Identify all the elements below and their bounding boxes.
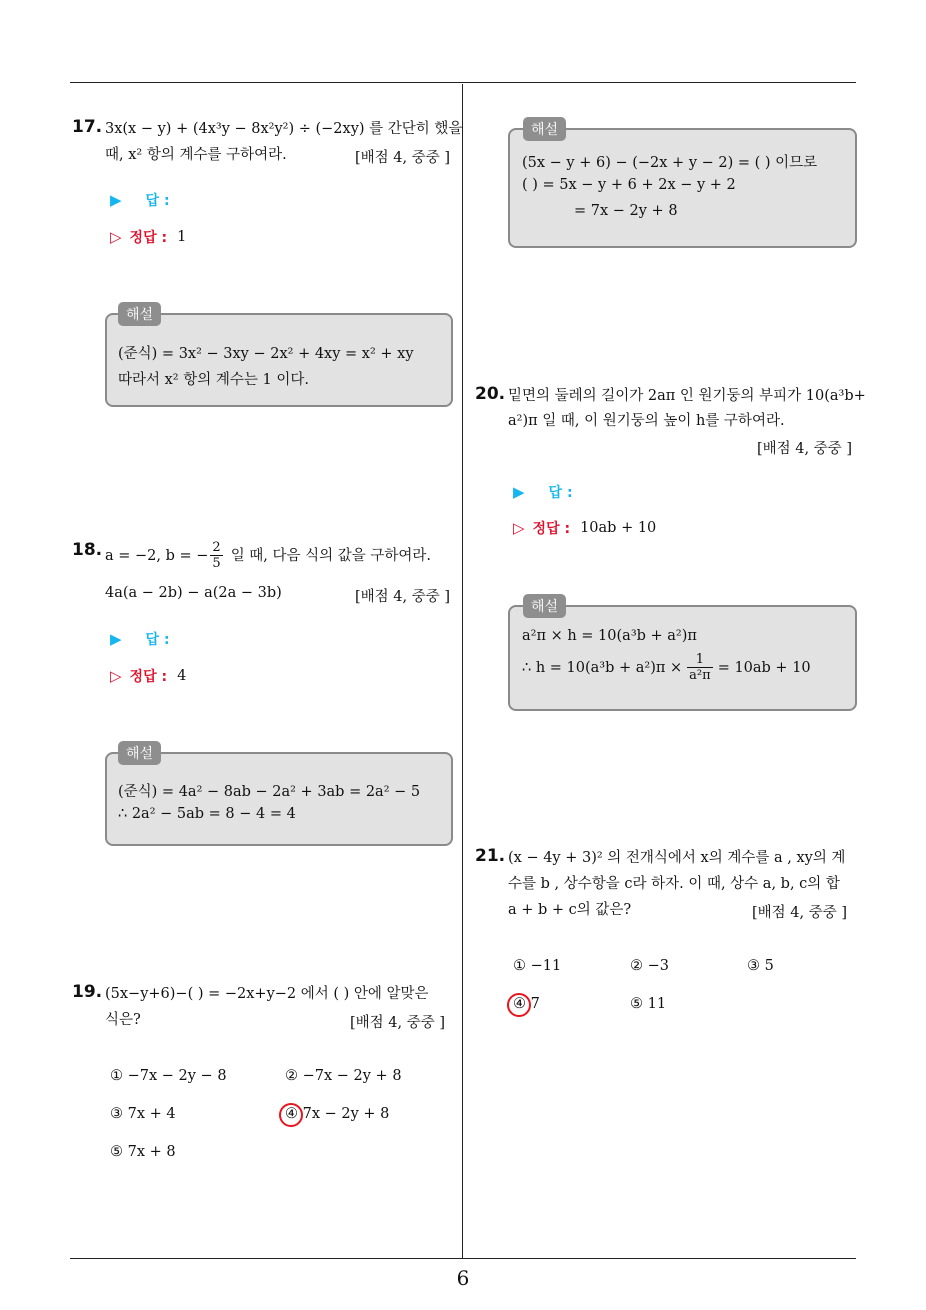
question-19-option-5[interactable]: ⑤ 7x + 8 xyxy=(110,1144,176,1160)
question-20-solution-tag: 해설 xyxy=(523,594,566,618)
question-21-line2: 수를 b , 상수항을 c라 하자. 이 때, 상수 a, b, c의 합 xyxy=(508,876,840,892)
question-17-answer xyxy=(110,190,170,210)
question-17-number: 17. xyxy=(72,117,103,137)
question-18-meta: [배점 4, 중중 ] xyxy=(355,589,451,605)
question-21-line3: a + b + c의 값은? xyxy=(508,902,632,918)
question-20-answer xyxy=(513,482,573,502)
fraction-denominator: a²π xyxy=(689,668,711,683)
play-icon: ▶ xyxy=(110,630,122,648)
question-20-meta: [배점 4, 중중 ] xyxy=(757,441,853,457)
question-21-meta: [배점 4, 중중 ] xyxy=(752,905,848,921)
fraction-numerator: 1 xyxy=(687,652,713,668)
fraction-denominator: 5 xyxy=(212,556,221,571)
play-icon: ▶ xyxy=(110,191,122,209)
question-18-answer xyxy=(110,629,170,649)
question-19-solution-line2: ( ) = 5x − y + 6 + 2x − y + 2 xyxy=(522,177,736,193)
answer-label: 답 : xyxy=(145,193,170,209)
question-17-solution-line2: 따라서 x² 항의 계수는 1 이다. xyxy=(118,372,309,388)
question-18-solution-tag: 해설 xyxy=(118,741,161,765)
question-19-option-1[interactable]: ① −7x − 2y − 8 xyxy=(110,1068,227,1084)
question-18-line2: 4a(a − 2b) − a(2a − 3b) xyxy=(105,585,282,601)
question-17-meta: [배점 4, 중중 ] xyxy=(355,150,451,166)
solution-line2-b: = 10ab + 10 xyxy=(717,659,811,676)
column-divider xyxy=(462,84,463,1259)
correct-value: 1 xyxy=(177,229,187,245)
question-19-solution-line3: = 7x − 2y + 8 xyxy=(574,203,678,219)
question-19-option-3[interactable]: ③ 7x + 4 xyxy=(110,1106,176,1122)
question-20-line2: a²)π 일 때, 이 원기둥의 높이 h를 구하여라. xyxy=(508,413,785,429)
question-19-line1: (5x−y+6)−( ) = −2x+y−2 에서 ( ) 안에 알맞은 xyxy=(105,986,429,1002)
question-17-solution-tag: 해설 xyxy=(118,302,161,326)
play-icon: ▶ xyxy=(513,483,525,501)
question-17-line1: 3x(x − y) + (4x³y − 8x²y²) ÷ (−2xy) 를 간단히 했을 xyxy=(105,121,463,137)
question-19-option-4[interactable]: ④ 7x − 2y + 8 xyxy=(285,1106,390,1122)
question-19-number: 19. xyxy=(72,982,103,1002)
answer-label: 답 : xyxy=(548,485,573,501)
fraction-numerator: 2 xyxy=(212,540,221,555)
question-17-correct xyxy=(110,227,186,247)
correct-label: 정답 : xyxy=(129,230,168,246)
question-18-number: 18. xyxy=(72,540,103,560)
question-17-line2: 때, x² 항의 계수를 구하여라. xyxy=(105,147,287,163)
question-20-correct xyxy=(513,518,656,538)
solution-fraction xyxy=(687,652,713,683)
question-19-line2: 식은? xyxy=(105,1012,141,1028)
question-18-line1 xyxy=(105,540,431,571)
correct-value: 10ab + 10 xyxy=(580,520,657,536)
question-21-option-4[interactable]: ④ 7 xyxy=(513,996,540,1012)
question-21-option-2[interactable]: ② −3 xyxy=(630,958,669,974)
answer-label: 답 : xyxy=(145,632,170,648)
correct-label: 정답 : xyxy=(129,669,168,685)
question-19-solution-line1: (5x − y + 6) − (−2x + y − 2) = ( ) 이므로 xyxy=(522,155,818,171)
question-18-correct xyxy=(110,666,186,686)
question-20-solution-line1: a²π × h = 10(a³b + a²)π xyxy=(522,628,697,644)
question-18-line1-b: 일 때, 다음 식의 값을 구하여라. xyxy=(230,547,432,564)
question-20-number: 20. xyxy=(475,384,506,404)
correct-value: 4 xyxy=(177,668,187,684)
top-rule xyxy=(70,82,856,83)
question-18-solution-line2: ∴ 2a² − 5ab = 8 − 4 = 4 xyxy=(118,806,296,822)
question-20-solution-line2 xyxy=(522,652,811,683)
selected-answer-circle xyxy=(279,1103,303,1127)
bottom-rule xyxy=(70,1258,856,1259)
question-18-line1-a: a = −2, b = − xyxy=(105,547,209,564)
question-19-meta: [배점 4, 중중 ] xyxy=(350,1015,446,1031)
question-21-option-5[interactable]: ⑤ 11 xyxy=(630,996,667,1012)
selected-answer-circle xyxy=(507,993,531,1017)
question-17-solution-line1: (준식) = 3x² − 3xy − 2x² + 4xy = x² + xy xyxy=(118,346,414,362)
triangle-outline-icon: ▷ xyxy=(513,519,525,537)
page-number: 6 xyxy=(456,1266,470,1290)
correct-label: 정답 : xyxy=(532,521,571,537)
triangle-outline-icon: ▷ xyxy=(110,228,122,246)
question-20-line1: 밑면의 둘레의 길이가 2aπ 인 원기둥의 부피가 10(a³b+ xyxy=(508,388,866,404)
question-18-solution-line1: (준식) = 4a² − 8ab − 2a² + 3ab = 2a² − 5 xyxy=(118,784,421,800)
triangle-outline-icon: ▷ xyxy=(110,667,122,685)
question-21-option-1[interactable]: ① −11 xyxy=(513,958,562,974)
question-21-option-3[interactable]: ③ 5 xyxy=(747,958,774,974)
solution-line2-a: ∴ h = 10(a³b + a²)π × xyxy=(522,659,683,676)
question-21-number: 21. xyxy=(475,846,506,866)
question-21-line1: (x − 4y + 3)² 의 전개식에서 x의 계수를 a , xy의 계 xyxy=(508,850,846,866)
question-18-fraction xyxy=(210,540,222,571)
question-19-solution-tag: 해설 xyxy=(523,117,566,141)
question-19-option-2[interactable]: ② −7x − 2y + 8 xyxy=(285,1068,402,1084)
